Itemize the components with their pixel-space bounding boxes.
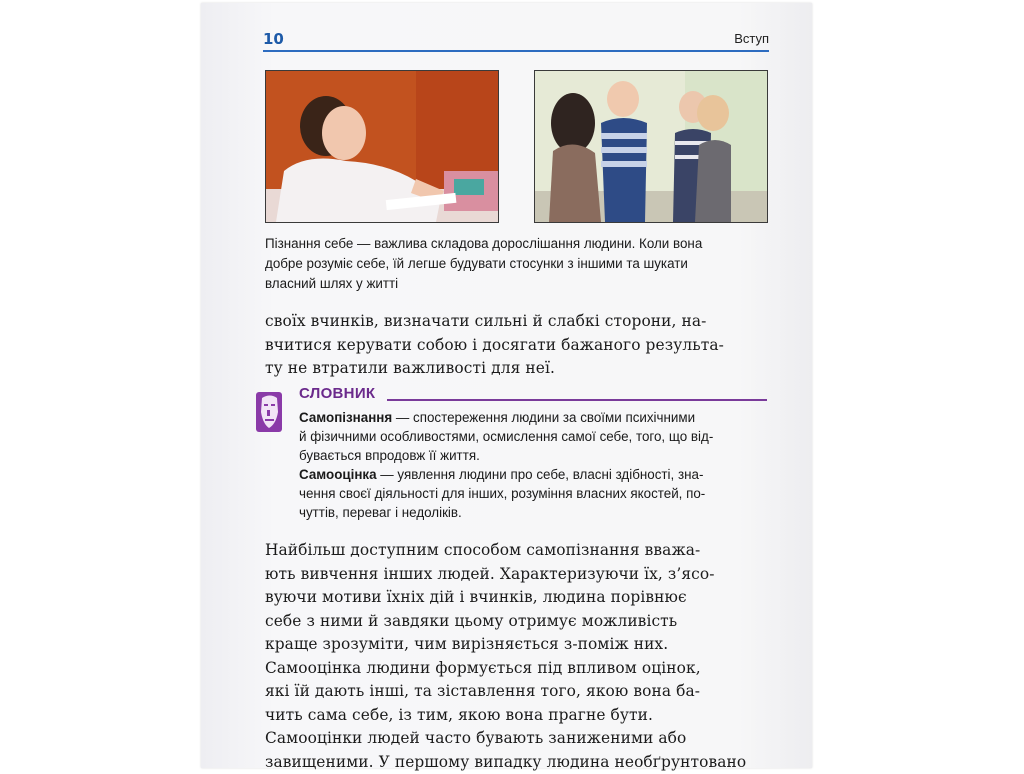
glossary-entry [299,408,769,465]
paragraph-continuation: своїх вчинків, визначати сильні й слабкі сторони, на- вчитися керувати собою і досягати бажаного результа- ту не втратили важливості для неї. [265,312,724,377]
textbook-page [201,3,812,771]
page-header [263,30,769,52]
dictionary-head-icon [254,390,284,434]
glossary-divider [387,399,767,401]
page-number: 10 [263,30,284,48]
glossary-entry [299,465,769,522]
glossary-definition: — уявлення людини про себе, власні здібності, зна- чення своєї діяльності для інших, розуміння власних якостей, по- чуттів, переваг і недоліків. [299,467,706,520]
paragraph-main: Найбільш доступним способом самопізнання вважа- ють вивчення інших людей. Характеризуючи їх, з’ясо- вуючи мотиви їхніх дій і вчинків, людина порівнює себе з ними й завдяки цьому отримує можливість краще зрозуміти, чим вирізняється з-поміж них. Самооцінка людини формується під впливом оцінок, які їй дають інші, та зіставлення того, якою вона ба- чить сама себе, із тим, якою вона прагне бути. Самооцінки людей часто бувають заниженими або завищеними. У першому випадку людина необґрунтовано [265,541,747,771]
photo-caption: Пізнання себе — важлива складова дорослішання людини. Коли вона добре розуміє себе, їй легше будувати стосунки з іншими та шукати власний шлях у житті [265,236,703,291]
header-divider [263,50,769,52]
glossary-title: СЛОВНИК [299,385,376,402]
chapter-title: Вступ [734,31,769,46]
photo-girl-studying [265,70,499,223]
glossary-term: Самооцінка [299,467,377,482]
glossary-definition: — спостереження людини за своїми психічними й фізичними особливостями, осмислення самої себе, того, що від- бувається впродовж її життя. [299,410,714,463]
photo-children-talking [534,70,768,223]
glossary-term: Самопізнання [299,410,393,425]
glossary-box [299,408,769,522]
